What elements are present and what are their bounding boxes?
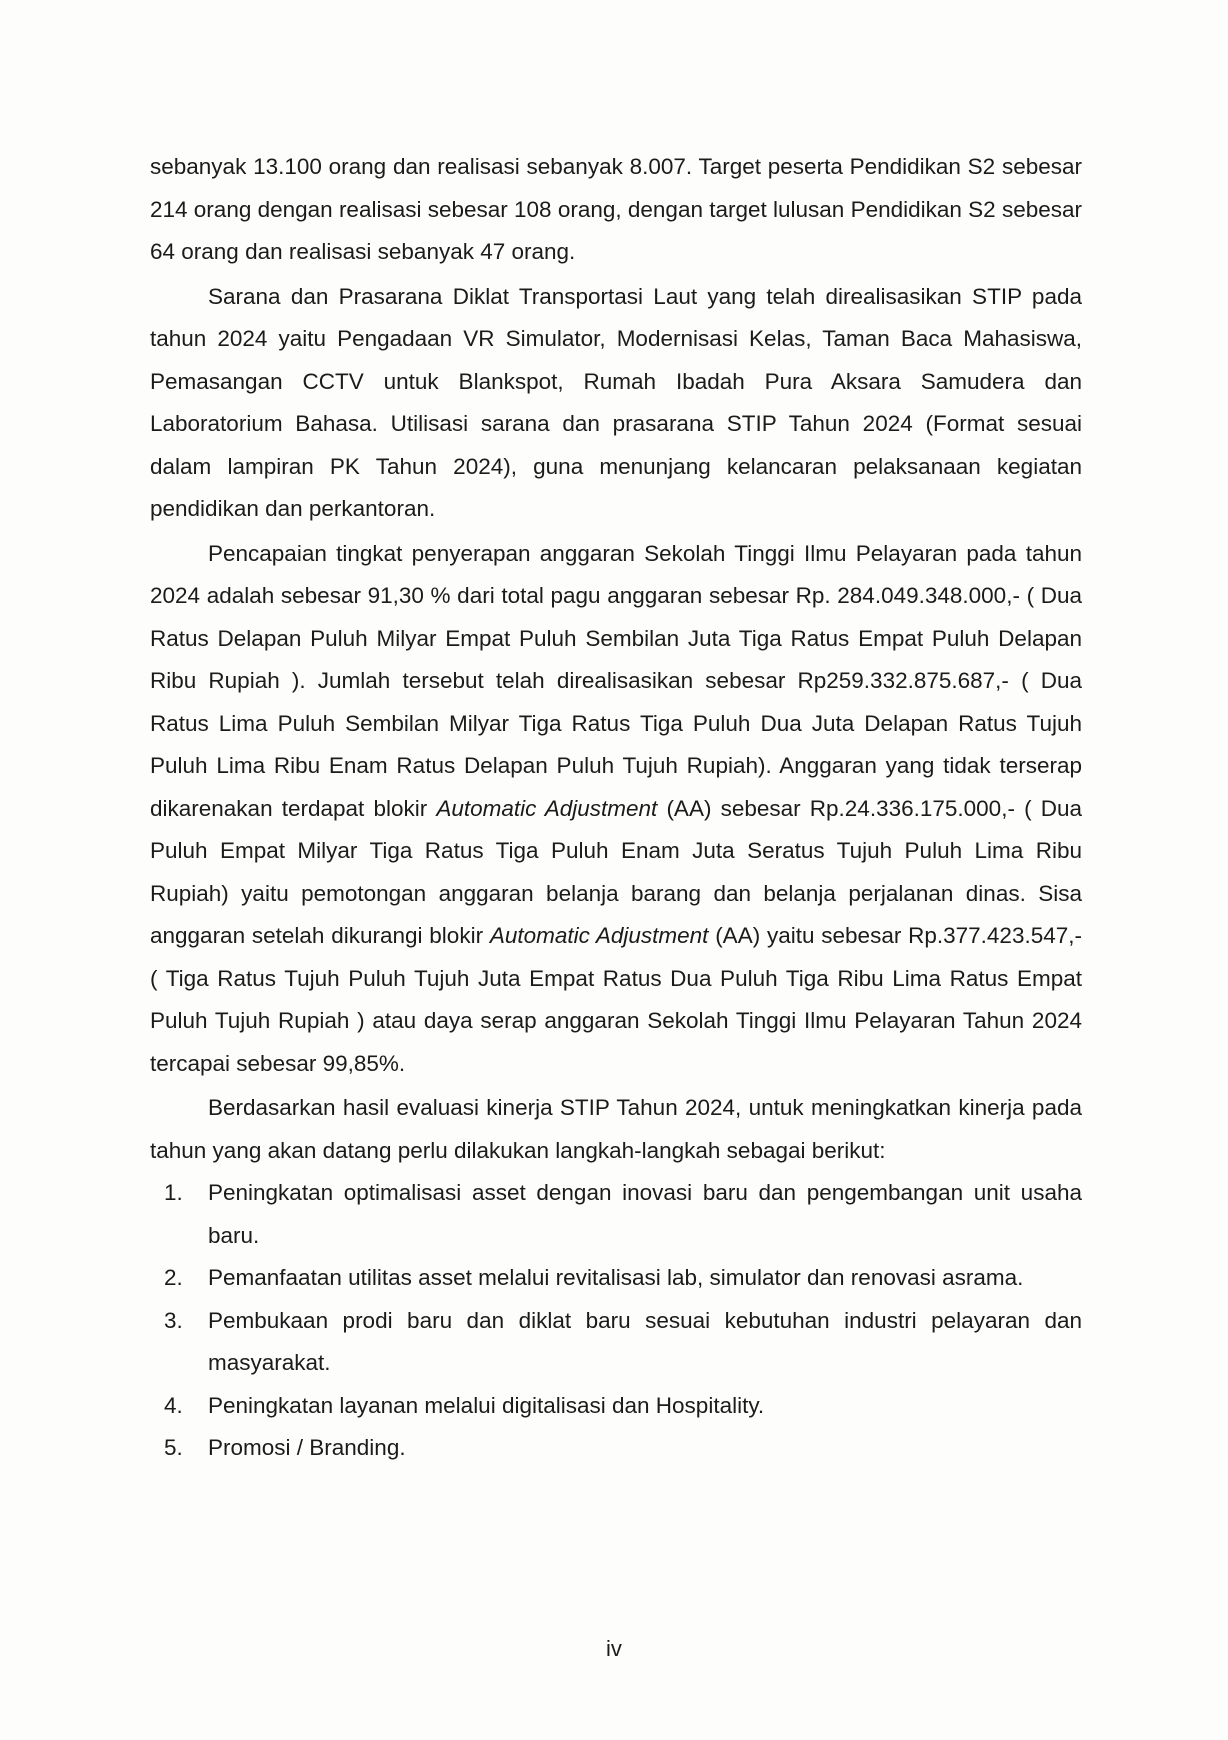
document-body <box>150 146 1082 1470</box>
paragraph-participants: sebanyak 13.100 orang dan realisasi sebanyak 8.007. Target peserta Pendidikan S2 sebesar 214 orang dengan realisasi sebesar 108 orang, dengan target lulusan Pendidikan S2 sebesar 64 orang dan realisasi sebanyak 47 orang. <box>150 154 1082 264</box>
list-item <box>150 1172 1082 1257</box>
list-item <box>150 1257 1082 1300</box>
list-item-text: Peningkatan optimalisasi asset dengan inovasi baru dan pengembangan unit usaha baru. <box>208 1180 1082 1248</box>
list-item-text: Peningkatan layanan melalui digitalisasi dan Hospitality. <box>208 1392 765 1418</box>
budget-text-part-1: Pencapaian tingkat penyerapan anggaran Sekolah Tinggi Ilmu Pelayaran pada tahun 2024 adalah sebesar 91,30 % dari total pagu anggaran sebesar Rp. 284.049.348.000,- ( Dua Ratus Delapan Puluh Milyar Empat Puluh Sembilan Juta Tiga Ratus Empat Puluh Delapan Ribu Rupiah ). Jumlah tersebut telah direalisasikan sebesar Rp259.332.875.687,- ( Dua Ratus Lima Puluh Sembilan Milyar Tiga Ratus Tiga Puluh Dua Juta Delapan Ratus Tujuh Puluh Lima Ribu Enam Ratus Delapan Puluh Tujuh Rupiah). Anggaran yang tidak terserap dikarenakan terdapat blokir <box>150 540 1082 821</box>
list-item-text: Promosi / Branding. <box>208 1435 406 1460</box>
list-item <box>150 1427 1082 1470</box>
paragraph-evaluation: Berdasarkan hasil evaluasi kinerja STIP Tahun 2024, untuk meningkatkan kinerja pada tahun yang akan datang perlu dilakukan langkah-langkah sebagai berikut: <box>150 1095 1082 1163</box>
budget-italic-term-2: Automatic Adjustment <box>489 923 709 948</box>
budget-text-part-3: (AA) yaitu sebesar Rp.377.423.547,- ( Tiga Ratus Tujuh Puluh Tujuh Juta Empat Ratus Dua Puluh Tiga Ribu Lima Ratus Empat Puluh Tujuh Rupiah ) atau daya serap anggaran Sekolah Tinggi Ilmu Pelayaran Tahun 2024 tercapai sebesar 99,85%. <box>150 923 1082 1076</box>
list-item-number: 3. <box>164 1307 183 1333</box>
list-item-text: Pembukaan prodi baru dan diklat baru sesuai kebutuhan industri pelayaran dan masyarakat. <box>208 1307 1082 1375</box>
budget-italic-term-1: Automatic Adjustment <box>436 795 658 821</box>
list-item <box>150 1385 1082 1428</box>
list-item-number: 5. <box>164 1435 183 1460</box>
list-item-number: 2. <box>164 1265 183 1290</box>
list-item-number: 1. <box>164 1180 183 1205</box>
paragraph-facilities: Sarana dan Prasarana Diklat Transportasi Laut yang telah direalisasikan STIP pada tahun 2024 yaitu Pengadaan VR Simulator, Modernisasi Kelas, Taman Baca Mahasiswa, Pemasangan CCTV untuk Blankspot, Rumah Ibadah Pura Aksara Samudera dan Laboratorium Bahasa. Utilisasi sarana dan prasarana STIP Tahun 2024 (Format sesuai dalam lampiran PK Tahun 2024), guna menunjang kelancaran pelaksanaan kegiatan pendidikan dan perkantoran. <box>150 283 1082 521</box>
page-number: iv <box>606 1636 622 1661</box>
budget-text-part-2: (AA) sebesar Rp.24.336.175.000,- ( Dua Puluh Empat Milyar Tiga Ratus Tiga Puluh Enam Juta Seratus Tujuh Puluh Lima Ribu Rupiah) yaitu pemotongan anggaran belanja barang dan belanja perjalanan dinas. Sisa anggaran setelah dikurangi blokir <box>150 795 1083 948</box>
paragraph-budget <box>150 533 1082 1086</box>
improvement-steps-list <box>150 1172 1082 1470</box>
list-item-text: Pemanfaatan utilitas asset melalui revitalisasi lab, simulator dan renovasi asrama. <box>208 1265 1024 1290</box>
list-item <box>150 1300 1082 1385</box>
list-item-number: 4. <box>164 1392 183 1418</box>
